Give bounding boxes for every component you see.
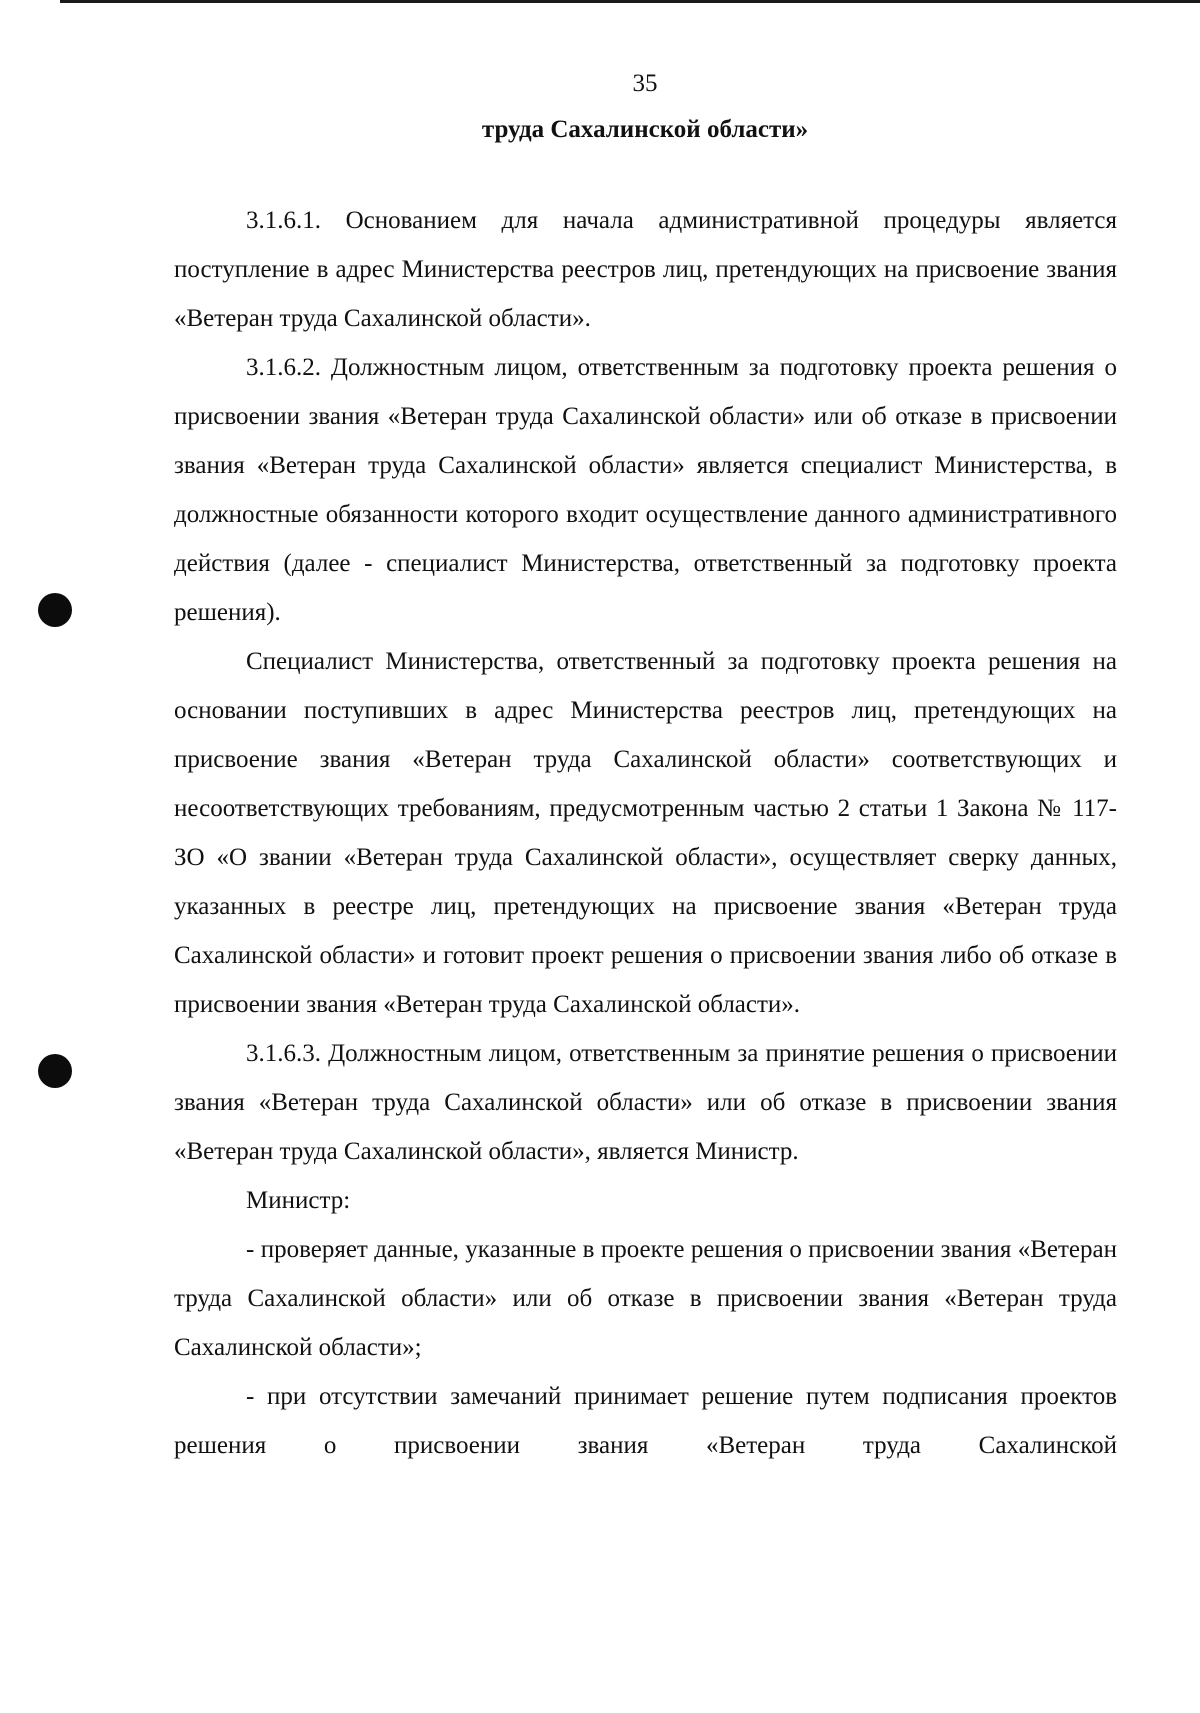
paragraph-specialist-duties: Специалист Министерства, ответственный за подготовку проекта решения на основании поступивших в адрес Министерства реестров лиц, претендующих на присвоение звания «Ветеран труда Сахалинской области» соответствующих и несоответствующих требованиям, предусмотренным частью 2 статьи 1 Закона № 117-ЗО «О звании «Ветеран труда Сахалинской области», осуществляет сверку данных, указанных в реестре лиц, претендующих на присвоение звания «Ветеран труда Сахалинской области» и готовит проект решения о присвоении звания либо об отказе в присвоении звания «Ветеран труда Сахалинской области». [174,648,1117,1018]
binder-hole-lower [38,1054,72,1088]
paragraph-minister-label: Министр: [246,1187,351,1214]
paragraph-3-1-6-2: 3.1.6.2. Должностным лицом, ответственным за подготовку проекта решения о присвоении звания «Ветеран труда Сахалинской области» или об отказе в присвоении звания «Ветеран труда Сахалинской области» является специалист Министерства, в должностные обязанности которого входит осуществление данного административного действия (далее - специалист Министерства, ответственный за подготовку проекта решения). [174,354,1117,626]
list-item-checks-data: - проверяет данные, указанные в проекте решения о присвоении звания «Ветеран труда Сахалинской области» или об отказе в присвоении звания «Ветеран труда Сахалинской области»; [174,1236,1117,1361]
document-body [174,196,1117,1470]
list-item-signs-decision: - при отсутствии замечаний принимает решение путем подписания проектов решения о присвоении звания «Ветеран труда Сахалинской [174,1383,1117,1459]
paragraph-3-1-6-3: 3.1.6.3. Должностным лицом, ответственным за принятие решения о присвоении звания «Ветеран труда Сахалинской области» или об отказе в присвоении звания «Ветеран труда Сахалинской области», является Министр. [174,1040,1117,1165]
binder-hole-upper [38,593,72,627]
paragraph-3-1-6-1: 3.1.6.1. Основанием для начала административной процедуры является поступление в адрес Министерства реестров лиц, претендующих на присвоение звания «Ветеран труда Сахалинской области». [174,207,1117,332]
scan-top-border [60,0,1200,3]
page-number: 35 [632,70,658,97]
section-heading: труда Сахалинской области» [481,116,809,143]
